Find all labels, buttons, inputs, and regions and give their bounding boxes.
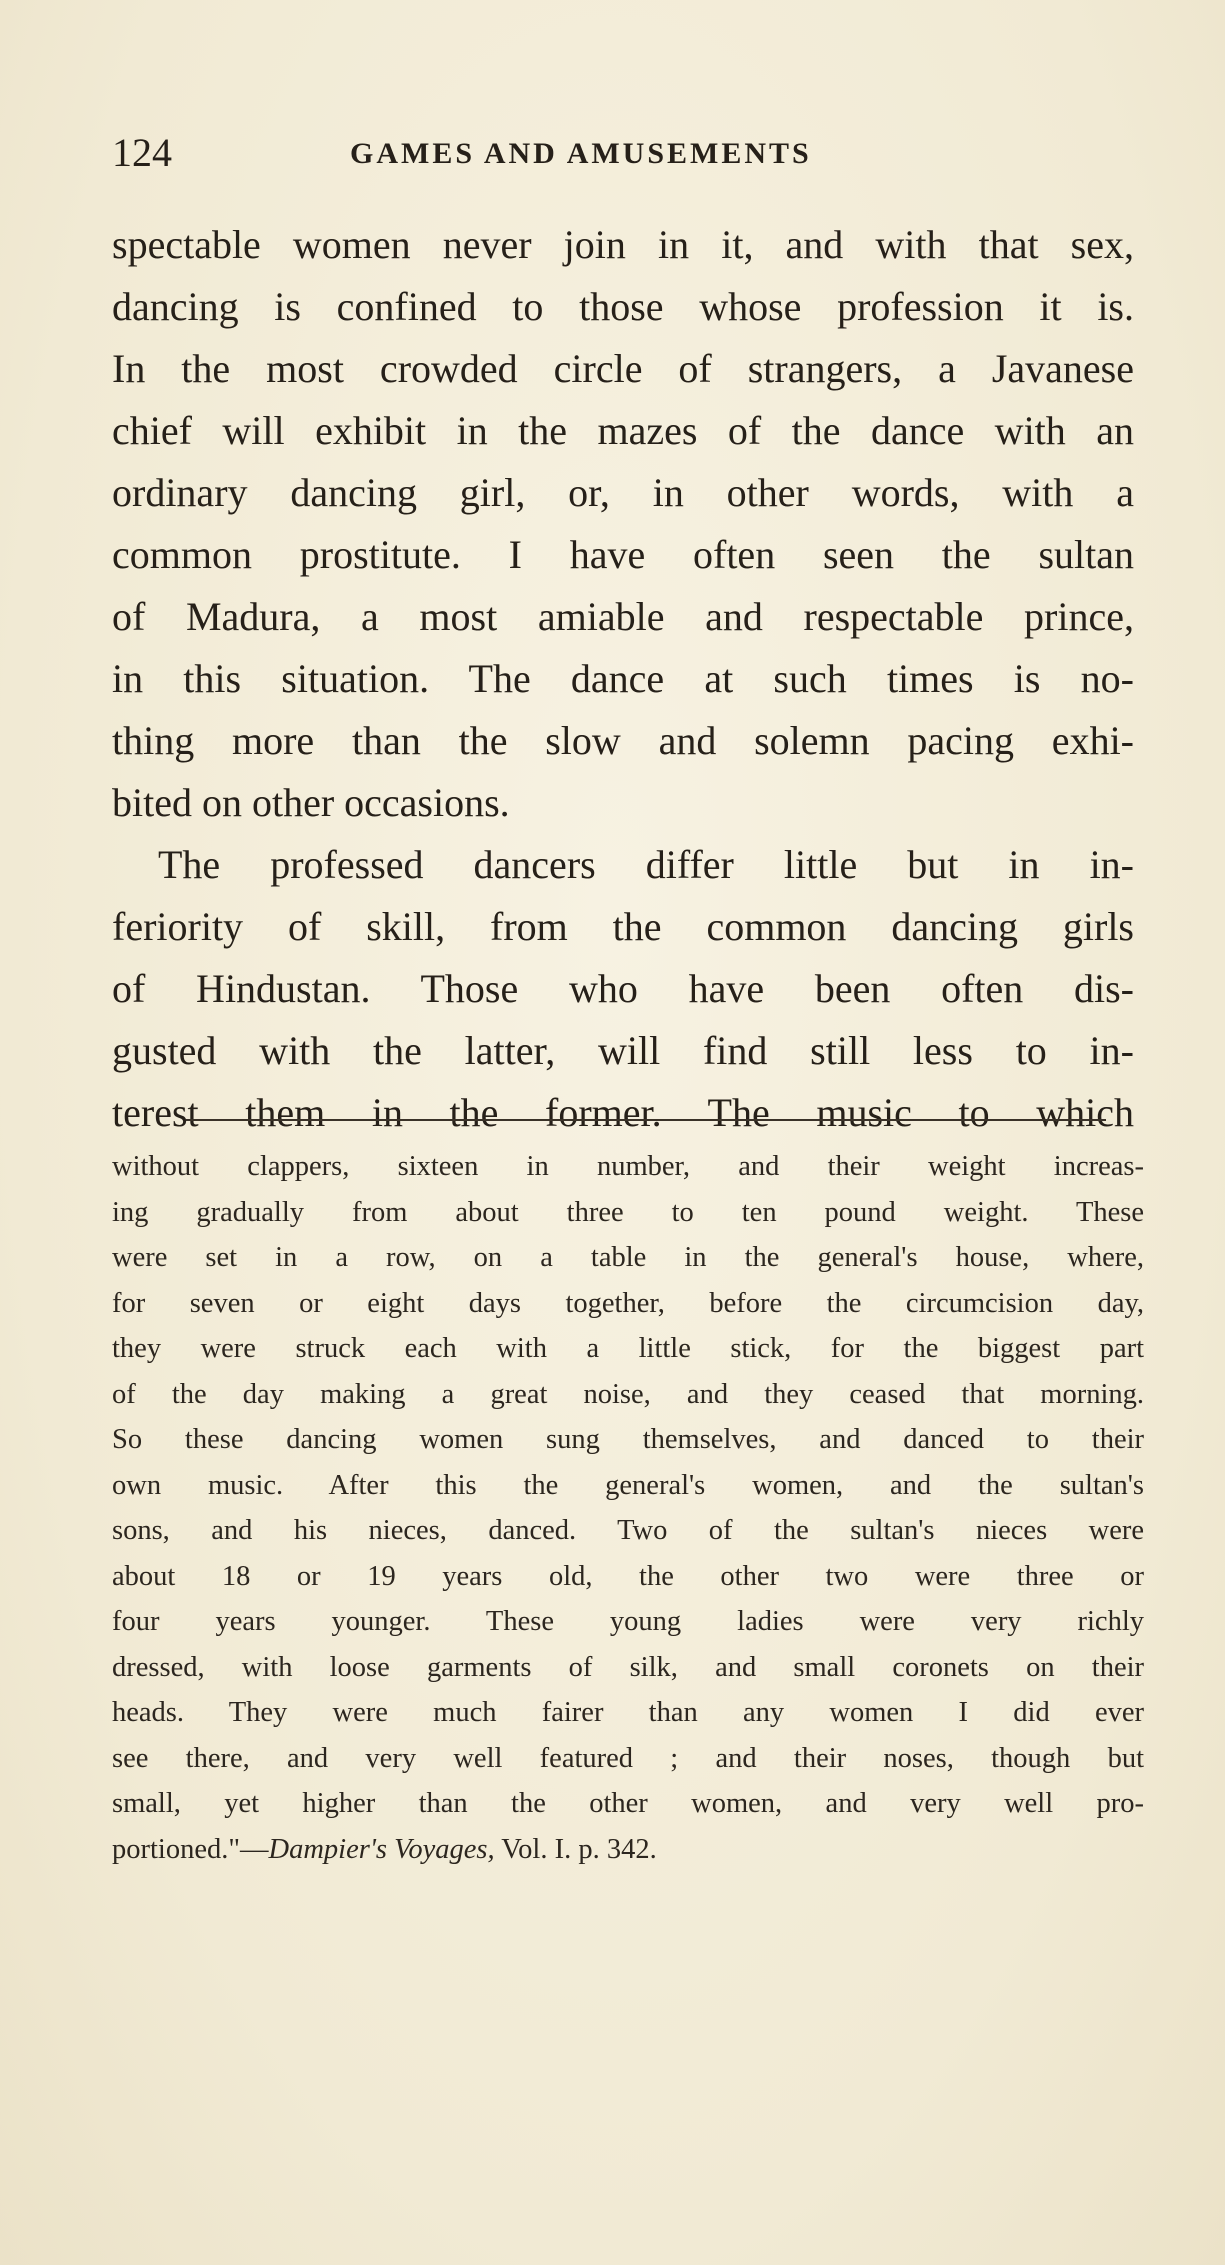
page-header [112, 128, 1112, 178]
text-line: feriority of skill, from the common dancing girls [112, 904, 1134, 949]
footnote [112, 1144, 1144, 1872]
footnote-citation-line [112, 1827, 1144, 1873]
text-line: thing more than the slow and solemn pacing exhi- [112, 718, 1134, 763]
source-reference: Vol. I. p. 342. [494, 1833, 657, 1865]
footnote-line: four years younger. These young ladies were very richly [112, 1606, 1144, 1637]
running-head: GAMES AND AMUSEMENTS [350, 137, 812, 170]
text-line: gusted with the latter, will find still less to in- [112, 1028, 1134, 1073]
text-line: In the most crowded circle of strangers, a Javanese [112, 346, 1134, 391]
text-line: The professed dancers differ little but in in- [158, 842, 1134, 887]
footnote-line: they were struck each with a little stick, for the biggest part [112, 1333, 1144, 1364]
main-text [112, 214, 1134, 1144]
text-line: of Madura, a most amiable and respectable prince, [112, 594, 1134, 639]
footnote-line: sons, and his nieces, danced. Two of the sultan's nieces were [112, 1515, 1144, 1546]
text-line: bited on other occasions. [112, 780, 510, 825]
footnote-line: for seven or eight days together, before the circumcision day, [112, 1287, 1144, 1319]
text-line: dancing is confined to those whose profession it is. [112, 284, 1134, 329]
footnote-line: without clappers, sixteen in number, and their weight increas- [112, 1151, 1144, 1182]
text-line: terest them in the former. The music to which [112, 1090, 1134, 1135]
footnote-line: were set in a row, on a table in the general's house, where, [112, 1242, 1144, 1273]
footnote-line: see there, and very well featured ; and their noses, though but [112, 1742, 1144, 1774]
page-number: 124 [112, 130, 172, 175]
text-line: spectable women never join in it, and with that sex, [112, 222, 1134, 267]
footnote-line: of the day making a great noise, and they ceased that morning. [112, 1378, 1144, 1410]
footnote-line-start: portioned."— [112, 1833, 269, 1865]
footnote-line: own music. After this the general's women, and the sultan's [112, 1469, 1144, 1501]
footnote-line: dressed, with loose garments of silk, and small coronets on their [112, 1651, 1144, 1683]
footnote-line: heads. They were much fairer than any women I did ever [112, 1697, 1144, 1728]
text-line: chief will exhibit in the mazes of the dance with an [112, 408, 1134, 453]
text-line: ordinary dancing girl, or, in other words, with a [112, 470, 1134, 515]
footnote-line: So these dancing women sung themselves, and danced to their [112, 1424, 1144, 1455]
text-line: of Hindustan. Those who have been often dis- [112, 966, 1134, 1011]
footnote-line: small, yet higher than the other women, and very well pro- [112, 1788, 1144, 1819]
text-line: common prostitute. I have often seen the sultan [112, 532, 1134, 577]
source-title: Dampier's Voyages, [268, 1833, 495, 1865]
footnote-line: about 18 or 19 years old, the other two were three or [112, 1560, 1144, 1592]
text-line: in this situation. The dance at such times is no- [112, 656, 1134, 701]
footnote-divider [186, 1119, 1106, 1121]
footnote-line: ing gradually from about three to ten pound weight. These [112, 1196, 1144, 1228]
